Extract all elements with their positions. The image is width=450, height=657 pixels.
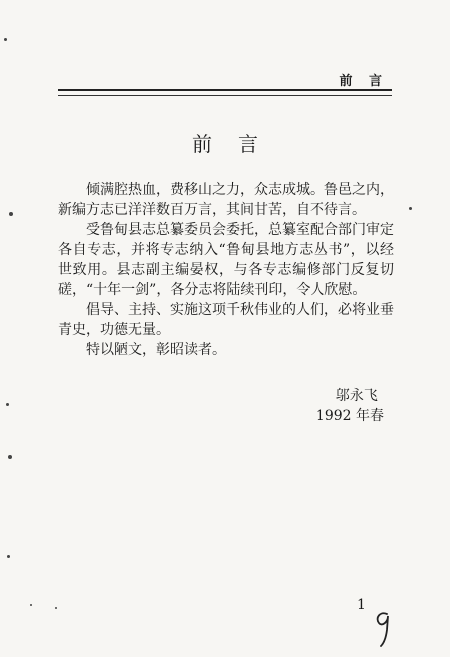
handwritten-page-mark [372,608,394,648]
signature-date: 1992 年春 [315,408,384,424]
page-title: 前言 [192,132,284,156]
scan-speck [9,212,13,216]
scan-speck [7,555,10,558]
signature-block [316,386,384,426]
page-number: 1 [357,597,366,613]
body-text [58,180,394,360]
paragraph-3: 倡导、主持、实施这项千秋伟业的人们，必将业垂青史，功德无量。 [58,302,394,338]
paragraph-1: 倾满腔热血，费移山之力，众志成城。鲁邑之内，新编方志已洋洋数百万言，其间甘苦，自不待言。 [58,182,394,218]
paragraph-2: 受鲁甸县志总纂委员会委托，总纂室配合部门审定各自专志，并将专志纳入“鲁甸县地方志丛书”，以经世致用。县志副主编晏权，与各专志编修部门反复切磋，“十年一剑”，各分志将陆续刊印，令人欣慰。 [58,222,394,298]
header-rule-thin [58,95,392,96]
paragraph-4: 特以陋文，彰昭读者。 [86,342,226,358]
scan-speck [6,403,9,406]
running-header-label: 前 言 [339,74,388,89]
scan-speck [409,207,412,210]
signature-author: 邬永飞 [335,388,378,404]
scan-speck [4,38,7,41]
scan-speck [8,455,12,459]
header-rule-thick [58,89,392,91]
scan-speck [55,607,57,609]
scan-speck [30,604,32,606]
